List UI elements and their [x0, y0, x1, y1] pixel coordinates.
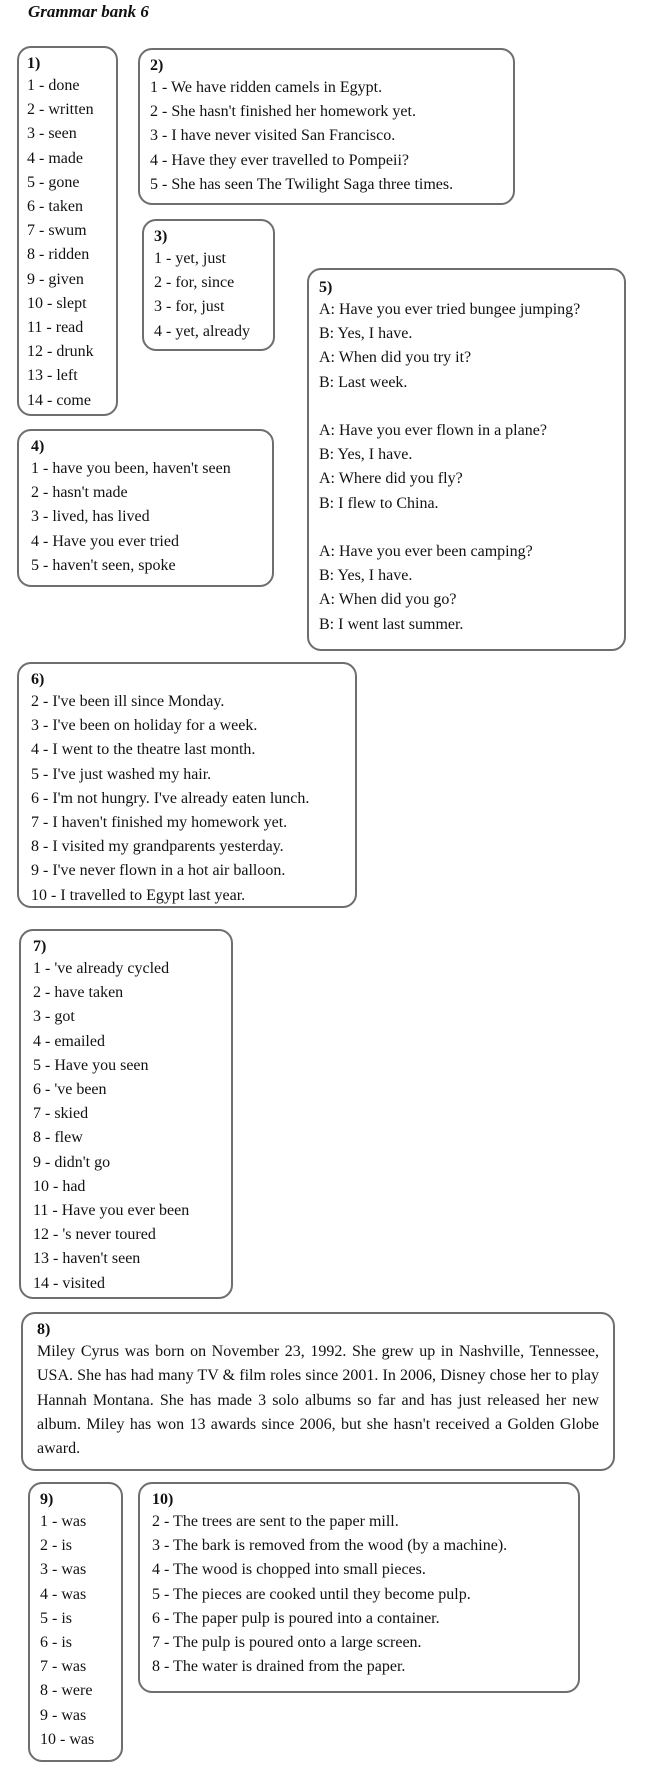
answer-item: B: Yes, I have. — [319, 567, 413, 585]
answer-item: 1 - yet, just — [154, 250, 226, 267]
answer-item: 4 - The wood is chopped into small pieces. — [152, 1561, 426, 1579]
answer-item: 10 - was — [40, 1730, 95, 1748]
exercise-7-box — [19, 929, 233, 1299]
answer-item: 6 - taken — [27, 198, 83, 216]
answer-item: 8 - flew — [33, 1129, 83, 1147]
exercise-number: 6) — [31, 671, 45, 688]
exercise-number: 9) — [40, 1491, 54, 1508]
answer-list — [31, 457, 260, 578]
answer-item: B: Last week. — [319, 373, 408, 391]
answer-item: 1 - have you been, haven't seen — [31, 460, 231, 477]
answer-item: 3 - for, just — [154, 298, 225, 316]
answer-list — [150, 76, 503, 197]
answer-item: 3 - got — [33, 1008, 75, 1026]
answer-item: 6 - is — [40, 1634, 72, 1652]
answer-item: 3 - was — [40, 1561, 87, 1579]
answer-item: 2 - I've been ill since Monday. — [31, 693, 225, 710]
answer-item: 4 - was — [40, 1585, 87, 1603]
answer-item: B: I went last summer. — [319, 615, 464, 633]
answer-item: 10 - slept — [27, 294, 87, 312]
answer-item: 3 - seen — [27, 125, 77, 143]
answer-item: 4 - I went to the theatre last month. — [31, 741, 256, 759]
exercise-number: 1) — [27, 55, 41, 72]
exercise-number: 7) — [33, 938, 47, 955]
answer-item: A: When did you go? — [319, 591, 457, 609]
answer-item: 12 - drunk — [27, 343, 94, 361]
answer-item: 8 - were — [40, 1682, 93, 1700]
exercise-number: 5) — [319, 279, 333, 296]
exercise-3-box — [142, 219, 275, 351]
answer-item: 6 - 've been — [33, 1081, 107, 1099]
exercise-1-box — [17, 46, 118, 416]
answer-item: 5 - gone — [27, 173, 80, 191]
answer-item: 10 - had — [33, 1177, 86, 1195]
answer-item: 11 - read — [27, 319, 84, 337]
answer-item: 12 - 's never toured — [33, 1226, 156, 1244]
answer-item: 2 - is — [40, 1537, 72, 1555]
answer-item: A: When did you try it? — [319, 349, 472, 367]
answer-item: 8 - The water is drained from the paper. — [152, 1658, 406, 1676]
answer-item: 7 - skied — [33, 1105, 89, 1123]
answer-item: 2 - written — [27, 101, 94, 119]
answer-item: 7 - I haven't finished my homework yet. — [31, 814, 288, 832]
answer-item: 2 - hasn't made — [31, 484, 128, 502]
exercise-5-box — [307, 268, 626, 651]
answer-list — [154, 247, 263, 344]
answer-item: 7 - was — [40, 1658, 87, 1676]
exercise-number: 8) — [37, 1321, 51, 1338]
answer-item: 6 - The paper pulp is poured into a container. — [152, 1609, 440, 1627]
exercise-2-box — [138, 48, 515, 205]
answer-item: 9 - was — [40, 1706, 87, 1724]
answer-item: 5 - The pieces are cooked until they become pulp. — [152, 1585, 471, 1603]
answer-item: 2 - The trees are sent to the paper mill. — [152, 1513, 399, 1530]
answer-item: 7 - The pulp is poured onto a large screen. — [152, 1634, 422, 1652]
answer-list — [33, 957, 219, 1296]
answer-item: 2 - She hasn't finished her homework yet. — [150, 103, 416, 121]
answer-item: 1 - was — [40, 1513, 87, 1530]
answer-item: 13 - haven't seen — [33, 1250, 141, 1268]
answer-list — [319, 298, 614, 637]
answer-list — [40, 1510, 111, 1752]
answer-item: 4 - made — [27, 149, 83, 167]
answer-item: 5 - is — [40, 1609, 72, 1627]
answer-item: 9 - didn't go — [33, 1153, 111, 1171]
answer-item: 11 - Have you ever been — [33, 1202, 190, 1220]
answer-item: 8 - I visited my grandparents yesterday. — [31, 838, 284, 856]
answer-item: 7 - swum — [27, 222, 87, 240]
answer-item: B: Yes, I have. — [319, 446, 413, 464]
answer-item: 4 - yet, already — [154, 322, 250, 340]
page-title: Grammar bank 6 — [28, 2, 149, 21]
answer-item: 9 - I've never flown in a hot air balloon. — [31, 862, 286, 880]
answer-item: 4 - Have you ever tried — [31, 532, 179, 550]
answer-item: B: Yes, I have. — [319, 325, 413, 343]
answer-item: 8 - ridden — [27, 246, 90, 264]
answer-item: 5 - I've just washed my hair. — [31, 765, 212, 783]
exercise-10-box — [138, 1482, 580, 1693]
answer-item: 3 - lived, has lived — [31, 508, 150, 526]
answer-item: 14 - visited — [33, 1274, 105, 1292]
answer-item: 3 - I've been on holiday for a week. — [31, 717, 258, 735]
paragraph-text: Miley Cyrus was born on November 23, 1992. She grew up in Nashville, Tennessee, USA. She has had many TV & film roles since 2001. In 2006, Disney chose her to play Hannah Montana. She has made 3 solo albums so far and has just released her new album. Miley has won 13 awards since 2006, but she hasn't received a Golden Globe award. — [37, 1343, 599, 1458]
answer-item: 13 - left — [27, 367, 78, 385]
answer-list — [27, 74, 108, 413]
answer-item: 6 - I'm not hungry. I've already eaten lunch. — [31, 789, 310, 807]
answer-item: A: Have you ever been camping? — [319, 543, 533, 560]
exercise-4-box — [17, 429, 274, 587]
answer-item: 1 - 've already cycled — [33, 960, 170, 977]
answer-item: 5 - She has seen The Twilight Saga three times. — [150, 175, 454, 193]
answer-item: A: Where did you fly? — [319, 470, 463, 488]
blank-line — [319, 395, 614, 419]
answer-item: 9 - given — [27, 270, 84, 288]
answer-item: 5 - Have you seen — [33, 1056, 149, 1074]
answer-item: 10 - I travelled to Egypt last year. — [31, 886, 246, 904]
answer-item: 2 - for, since — [154, 274, 235, 292]
exercise-number: 2) — [150, 57, 164, 74]
exercise-8-box — [21, 1312, 615, 1471]
blank-line — [319, 516, 614, 540]
exercise-6-box — [17, 662, 357, 908]
answer-item: 14 - come — [27, 391, 91, 409]
answer-item: 5 - haven't seen, spoke — [31, 556, 176, 574]
answer-item: 2 - have taken — [33, 984, 124, 1002]
exercise-number: 4) — [31, 438, 45, 455]
exercise-number: 3) — [154, 228, 168, 245]
answer-item: A: Have you ever tried bungee jumping? — [319, 301, 581, 318]
answer-item: B: I flew to China. — [319, 494, 439, 512]
answer-item: A: Have you ever flown in a plane? — [319, 422, 547, 439]
answer-item: 1 - done — [27, 77, 80, 94]
answer-item: 3 - I have never visited San Francisco. — [150, 127, 396, 145]
answer-list — [152, 1510, 566, 1679]
exercise-9-box — [28, 1482, 123, 1762]
answer-item: 3 - The bark is removed from the wood (by a machine). — [152, 1537, 508, 1555]
answer-item: 4 - Have they ever travelled to Pompeii? — [150, 151, 410, 169]
answer-item: 1 - We have ridden camels in Egypt. — [150, 79, 383, 96]
answer-item: 4 - emailed — [33, 1032, 105, 1050]
exercise-number: 10) — [152, 1491, 174, 1508]
answer-list — [31, 690, 343, 908]
